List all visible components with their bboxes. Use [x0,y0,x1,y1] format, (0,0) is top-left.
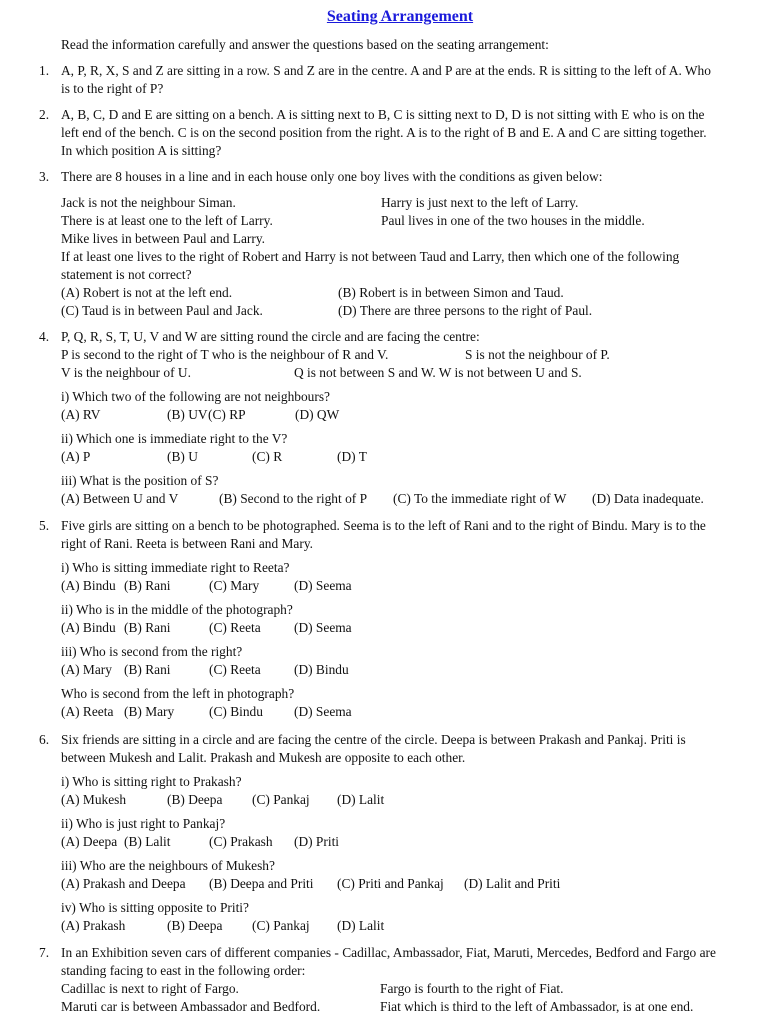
option-c: (C) Reeta [209,662,261,677]
question-3 [39,168,721,320]
sub-question [61,430,721,466]
option-b: (B) Deepa and Priti [209,876,314,891]
condition-row [61,980,721,998]
condition-row [61,230,721,248]
option-a: (A) P [61,449,91,464]
question-4 [39,328,721,508]
option-b: (B) Rani [124,578,171,593]
option-row [61,661,721,679]
question-number: 5. [39,518,50,533]
option-d: (D) There are three persons to the right of Paul. [338,303,593,318]
sub-question [61,643,721,679]
sub-question [61,815,721,851]
sub-question-text: ii) Which one is immediate right to the V? [61,431,288,446]
condition: Fiat which is third to the left of Ambassador, is at one end. [380,999,694,1014]
option-a: (A) Reeta [61,704,114,719]
option-c: (C) Pankaj [252,918,310,933]
option-c: (C) Taud is in between Paul and Jack. [61,303,263,318]
condition: Mike lives in between Paul and Larry. [61,231,266,246]
question-5 [39,517,721,721]
option-row [61,448,721,466]
question-text: P, Q, R, S, T, U, V and W are sitting round the circle and are facing the centre: [61,329,480,344]
option-d: (D) Lalit and Priti [464,876,561,891]
option-c: (C) Pankaj [252,792,310,807]
option-row [61,791,721,809]
condition-row [61,194,721,212]
question-number: 7. [39,945,50,960]
condition: S is not the neighbour of P. [465,347,610,362]
question-text: In an Exhibition seven cars of different companies - Cadillac, Ambassador, Fiat, Maruti, Mercedes, Bedford and Fargo are standing facing to east in the following order: [61,945,716,978]
option-d: (D) Lalit [337,792,385,807]
option-c: (C) RP [208,407,246,422]
condition-row [61,212,721,230]
option-a: (A) RV [61,407,101,422]
option-c: (C) Mary [209,578,260,593]
page-title: Seating Arrangement [326,8,474,25]
option-c: (C) To the immediate right of W [393,491,567,506]
option-d: (D) Bindu [294,662,349,677]
option-a: (A) Between U and V [61,491,179,506]
intro-text: Read the information carefully and answer the questions based on the seating arrangement: [61,37,549,52]
sub-question-text: iii) Who are the neighbours of Mukesh? [61,858,275,873]
option-row [61,577,721,595]
question-number: 2. [39,107,50,122]
sub-question [61,559,721,595]
sub-question-text: i) Who is sitting right to Prakash? [61,774,242,789]
question-number: 3. [39,169,50,184]
condition: Fargo is fourth to the right of Fiat. [380,981,564,996]
condition-row [61,998,721,1016]
sub-question-text: iv) Who is sitting opposite to Priti? [61,900,249,915]
question-text: A, P, R, X, S and Z are sitting in a row. S and Z are in the centre. A and P are at the ends. R is sitting to the left of A. Who is to the right of P? [61,63,711,96]
sub-question-text: Who is second from the left in photograph? [61,686,295,701]
condition: P is second to the right of T who is the neighbour of R and V. [61,347,389,362]
condition: Harry is just next to the left of Larry. [381,195,579,210]
option-a: (A) Bindu [61,620,116,635]
option-b: (B) Lalit [124,834,171,849]
condition: Paul lives in one of the two houses in the middle. [381,213,645,228]
question-text: There are 8 houses in a line and in each house only one boy lives with the conditions as given below: [61,169,603,184]
option-a: (A) Bindu [61,578,116,593]
option-row [61,406,721,424]
option-b: (B) UV [167,407,208,422]
option-row [61,703,721,721]
condition-row [61,346,721,364]
option-c: (C) Priti and Pankaj [337,876,444,891]
option-c: (C) Bindu [209,704,263,719]
option-b: (B) Second to the right of P [219,491,368,506]
option-c: (C) Prakash [209,834,273,849]
option-b: (B) Mary [124,704,175,719]
option-d: (D) Seema [294,704,352,719]
sub-question-text: iii) What is the position of S? [61,473,219,488]
condition-row [61,364,721,382]
option-b: (B) Rani [124,620,171,635]
option-row [61,833,721,851]
question-text: Five girls are sitting on a bench to be photographed. Seema is to the left of Rani and to the right of Bindu. Mary is to the right of Rani. Reeta is between Rani and Mary. [61,518,706,551]
option-row [61,302,721,320]
question-2 [39,106,721,160]
option-d: (D) Seema [294,620,352,635]
sub-question-text: i) Who is sitting immediate right to Reeta? [61,560,290,575]
sub-question [61,773,721,809]
option-d: (D) Data inadequate. [592,491,704,506]
option-a: (A) Deepa [61,834,118,849]
question-text: A, B, C, D and E are sitting on a bench. A is sitting next to B, C is sitting next to D, D is not sitting with E who is on the left end of the bench. C is on the second position from the right. A is to the right of B and E. A and C are sitting together. In which position A is sitting? [61,107,707,158]
option-b: (B) Robert is in between Simon and Taud. [338,285,564,300]
option-d: (D) Lalit [337,918,385,933]
option-b: (B) Rani [124,662,171,677]
condition: Q is not between S and W. W is not between U and S. [294,365,582,380]
question-number: 1. [39,63,50,78]
sub-question-text: ii) Who is in the middle of the photograph? [61,602,293,617]
option-row [61,619,721,637]
question-6 [39,731,721,935]
option-c: (C) R [252,449,283,464]
option-a: (A) Mukesh [61,792,127,807]
question-7 [39,944,721,1016]
option-row [61,284,721,302]
option-b: (B) U [167,449,198,464]
sub-question [61,388,721,424]
sub-question-text: ii) Who is just right to Pankaj? [61,816,226,831]
sub-question [61,685,721,721]
question-1 [39,62,721,98]
question-text: Six friends are sitting in a circle and are facing the centre of the circle. Deepa is between Prakash and Pankaj. Priti is between Mukesh and Lalit. Prakash and Mukesh are opposite to each other. [61,732,686,765]
option-d: (D) Priti [294,834,340,849]
condition: Cadillac is next to right of Fargo. [61,981,239,996]
question-number: 6. [39,732,50,747]
condition: There is at least one to the left of Larry. [61,213,273,228]
sub-question [61,857,721,893]
condition: Maruti car is between Ambassador and Bedford. [61,999,321,1014]
sub-question [61,899,721,935]
option-row [61,875,721,893]
option-b: (B) Deepa [167,792,223,807]
option-a: (A) Robert is not at the left end. [61,285,233,300]
option-row [61,490,721,508]
sub-question [61,472,721,508]
sub-question-text: iii) Who is second from the right? [61,644,243,659]
condition: V is the neighbour of U. [61,365,191,380]
question-number: 4. [39,329,50,344]
option-a: (A) Prakash [61,918,126,933]
option-row [61,917,721,935]
option-c: (C) Reeta [209,620,261,635]
option-d: (D) QW [295,407,340,422]
option-d: (D) T [337,449,367,464]
sub-question-text: i) Which two of the following are not neighbours? [61,389,330,404]
condition: Jack is not the neighbour Siman. [61,195,236,210]
option-b: (B) Deepa [167,918,223,933]
question-prompt: If at least one lives to the right of Robert and Harry is not between Taud and Larry, then which one of the following statement is not correct? [61,249,680,282]
option-a: (A) Mary [61,662,112,677]
option-a: (A) Prakash and Deepa [61,876,186,891]
option-d: (D) Seema [294,578,352,593]
sub-question [61,601,721,637]
